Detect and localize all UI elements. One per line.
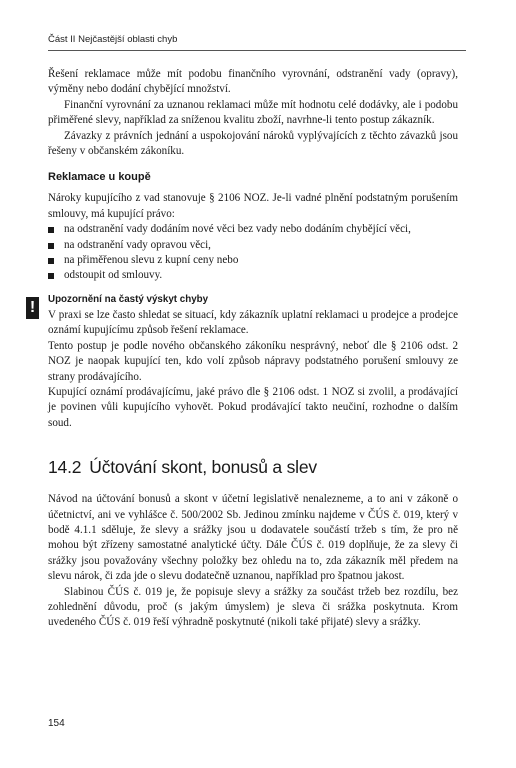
section-paragraph: Návod na účtování bonusů a skont v účetní legislativě nenalezneme, a to ani v zákoně o účetnictví, ani ve vyhlášce č. 500/2002 Sb. Jedinou zmínku najdeme v ČÚS č. 019, který v bodě 4.1.1 sděluje, že slevy a srážky jsou u dodavatele součástí tržeb s tím, že pro ně mohou být zřízeny samostatné analytické účty. Dále ČÚS č. 019 doplňuje, že za slevy či srážky jsou považovány všechny položky bez ohledu na to, zda zákazník měl předem na slevu nárok, či zda jde o slevu dodatečně uznanou, například pro špatnou jakost. — [48, 493, 458, 583]
intro-paragraph: Řešení reklamace může mít podobu finančního vyrovnání, odstranění vady (opravy), výměny nebo dodání chybějící množství. — [48, 68, 458, 96]
intro-paragraph: Závazky z právních jednání a uspokojování nároků vyplývajících z těchto závazků jsou řešeny v občanském zákoníku. — [48, 129, 458, 158]
exclamation-icon: ! — [26, 297, 39, 319]
warning-paragraph: V praxi se lze často shledat se situací, kdy zákazník uplatní reklamaci u prodejce a prodejce oznámí kupujícímu způsob řešení reklamace. — [48, 308, 458, 337]
square-bullet-icon — [48, 258, 54, 264]
section-number: 14.2 — [48, 457, 82, 478]
section-paragraph: Slabinou ČÚS č. 019 je, že popisuje slevy a srážky za součást tržeb bez rozdílu, bez zohlednění důvodu, proč (s jakým úmyslem) je sleva či srážka poskytnuta. Krom uvedeného ČÚS č. 019 řeší výhradně poskytnuté (nikoli také přijaté) slevy a srážky. — [48, 585, 458, 629]
warning-title: Upozornění na častý výskyt chyby — [48, 293, 209, 305]
subsection-title: Reklamace u koupě — [48, 171, 151, 184]
list-item: na odstranění vady dodáním nové věci bez vady nebo dodáním chybějící věci, — [48, 222, 458, 237]
square-bullet-icon — [48, 273, 54, 279]
intro-paragraph: Finanční vyrovnání za uznanou reklamaci může mít hodnotu celé dodávky, ale i podobu přiměřené slevy, například za sníženou kvalitu zboží, navrhne-li tento postup zákazník. — [48, 98, 458, 127]
page-content — [29, 67, 458, 631]
square-bullet-icon — [48, 227, 54, 233]
running-header: Část II Nejčastější oblasti chyb — [48, 34, 466, 51]
page-number: 154 — [48, 718, 65, 729]
list-item: na přiměřenou slevu z kupní ceny nebo — [48, 253, 458, 268]
list-item: na odstranění vady opravou věci, — [48, 238, 458, 253]
section-heading — [48, 457, 458, 478]
section-title: Účtování skont, bonusů a slev — [89, 457, 317, 478]
warning-paragraph: Kupující oznámí prodávajícímu, jaké právo dle § 2106 odst. 1 NOZ si zvolil, a prodávající je povinen vůli kupujícího vyhovět. Pokud prodávající takto neučiní, rozhodne o dalším soud. — [48, 385, 458, 429]
warning-box — [29, 293, 458, 431]
rights-list — [48, 222, 458, 284]
list-item: odstoupit od smlouvy. — [48, 268, 458, 283]
square-bullet-icon — [48, 243, 54, 249]
warning-paragraph: Tento postup je podle nového občanského zákoníku nesprávný, neboť dle § 2106 odst. 2 NOZ je naopak kupující ten, kdo volí způsob nápravy podstatného porušení smlouvy ze strany prodávajícího. — [48, 339, 458, 383]
subsection-lead: Nároky kupujícího z vad stanovuje § 2106 NOZ. Je-li vadné plnění podstatným porušením smlouvy, má kupující právo: — [48, 192, 458, 220]
